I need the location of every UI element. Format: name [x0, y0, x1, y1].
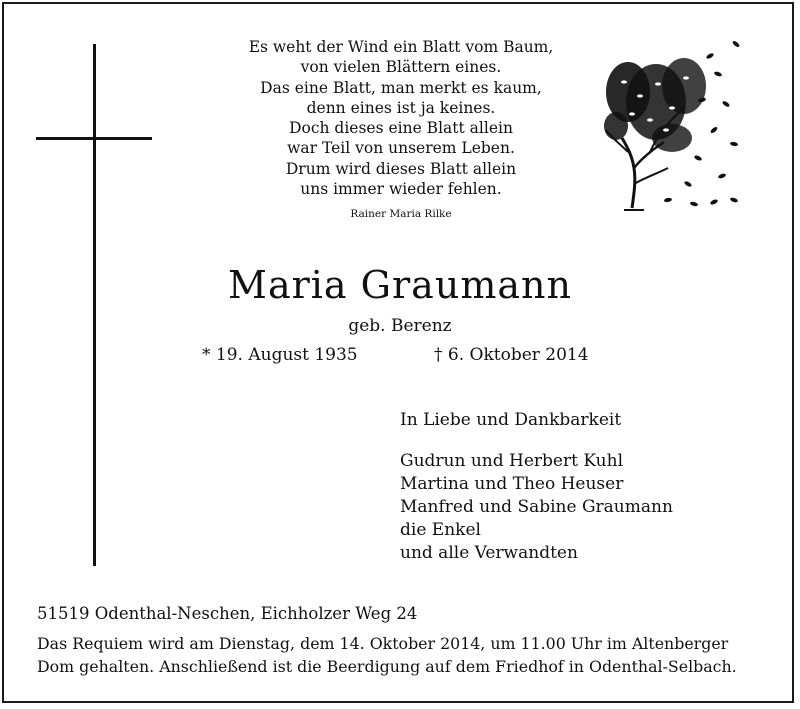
mourners-list — [400, 450, 673, 565]
mourner-entry: Gudrun und Herbert Kuhl — [400, 451, 624, 471]
death-date: † 6. Oktober 2014 — [434, 345, 589, 365]
cross-horizontal-bar — [36, 137, 152, 140]
mourner-entry: und alle Verwandten — [400, 543, 578, 563]
poem — [214, 37, 588, 199]
funeral-notice — [37, 632, 777, 678]
mourner-entry: Martina und Theo Heuser — [400, 474, 624, 494]
cross-vertical-bar — [93, 44, 96, 566]
mourner-entry: Manfred und Sabine Graumann — [400, 497, 673, 517]
deceased-name: Maria Graumann — [228, 263, 572, 307]
poem-line: denn eines ist ja keines. — [306, 98, 496, 117]
poem-author: Rainer Maria Rilke — [350, 208, 452, 220]
poem-line: Es weht der Wind ein Blatt vom Baum, — [248, 38, 554, 56]
family-address: 51519 Odenthal-Neschen, Eichholzer Weg 24 — [37, 604, 418, 623]
birth-name: geb. Berenz — [348, 316, 452, 336]
poem-line: Doch dieses eine Blatt allein — [289, 119, 513, 138]
poem-line: von vielen Blättern eines. — [300, 58, 502, 77]
poem-line: Drum wird dieses Blatt allein — [285, 159, 517, 178]
tree-icon — [598, 34, 746, 212]
notice-line: Das Requiem wird am Dienstag, dem 14. Oktober 2014, um 11.00 Uhr im Altenberger — [37, 634, 729, 653]
poem-line: Das eine Blatt, man merkt es kaum, — [260, 78, 542, 97]
mourner-entry: die Enkel — [400, 520, 481, 540]
notice-line: Dom gehalten. Anschließend ist die Beerdigung auf dem Friedhof in Odenthal-Selbach. — [37, 657, 737, 676]
birth-date: * 19. August 1935 — [202, 345, 358, 365]
poem-line: war Teil von unserem Leben. — [287, 139, 515, 158]
dedication: In Liebe und Dankbarkeit — [400, 410, 622, 430]
poem-line: uns immer wieder fehlen. — [300, 180, 502, 199]
